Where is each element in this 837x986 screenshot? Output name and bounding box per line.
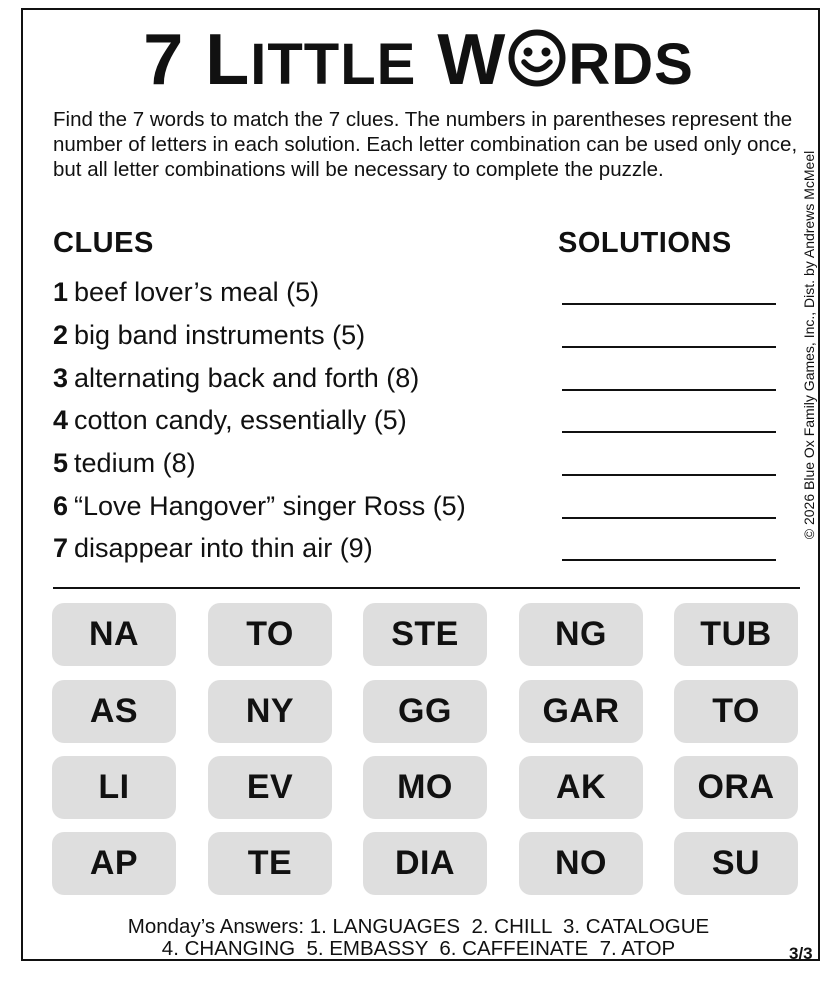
answers-line-1: Monday’s Answers: 1. LANGUAGES 2. CHILL 3. CATALOGUE: [127, 915, 710, 938]
solution-line-5[interactable]: [562, 474, 776, 476]
title-word2-initial: W: [437, 20, 507, 100]
letter-tile[interactable]: DIA: [363, 832, 487, 895]
letter-tile[interactable]: EV: [208, 756, 332, 819]
letter-tile[interactable]: NG: [519, 603, 643, 666]
letter-tile[interactable]: TE: [208, 832, 332, 895]
clue-number: 2: [53, 320, 69, 350]
letter-tile[interactable]: AP: [52, 832, 176, 895]
title-number: 7: [143, 20, 185, 100]
clue-number: 4: [53, 405, 69, 435]
section-divider: [53, 587, 800, 589]
smiley-face-icon: [507, 28, 567, 88]
clue-text: beef lover’s meal (5): [74, 277, 320, 307]
letter-tile[interactable]: NA: [52, 603, 176, 666]
clue-1: [53, 275, 319, 309]
clue-5: [53, 446, 196, 480]
clue-number: 3: [53, 363, 69, 393]
title-word1-initial: L: [205, 20, 251, 100]
clue-text: tedium (8): [74, 448, 196, 478]
letter-tile[interactable]: LI: [52, 756, 176, 819]
clue-number: 6: [53, 491, 69, 521]
clue-text: disappear into thin air (9): [74, 533, 373, 563]
letter-tile[interactable]: NY: [208, 680, 332, 743]
page-number: 3/3: [789, 944, 813, 963]
letter-tile[interactable]: NO: [519, 832, 643, 895]
copyright-text: © 2026 Blue Ox Family Games, Inc., Dist. by Andrews McMeel: [801, 150, 817, 540]
letter-tile[interactable]: AS: [52, 680, 176, 743]
letter-tile[interactable]: SU: [674, 832, 798, 895]
clue-6: [53, 489, 466, 523]
title-word2-rest: RDS: [568, 32, 694, 97]
clue-text: big band instruments (5): [74, 320, 366, 350]
solution-line-7[interactable]: [562, 559, 776, 561]
puzzle-title: [0, 20, 837, 105]
letter-tile[interactable]: MO: [363, 756, 487, 819]
letter-tile[interactable]: TUB: [674, 603, 798, 666]
clue-4: [53, 403, 407, 437]
clue-7: [53, 531, 373, 565]
letter-tile[interactable]: AK: [519, 756, 643, 819]
clues-header: CLUES: [53, 227, 154, 259]
letter-tile[interactable]: GAR: [519, 680, 643, 743]
clue-text: cotton candy, essentially (5): [74, 405, 407, 435]
letter-tile-grid: [52, 603, 800, 898]
clue-number: 5: [53, 448, 69, 478]
title-word1-rest: ITTLE: [250, 32, 417, 97]
solutions-header: SOLUTIONS: [558, 227, 732, 259]
letter-tile[interactable]: GG: [363, 680, 487, 743]
previous-answers: [0, 916, 837, 960]
letter-tile[interactable]: TO: [208, 603, 332, 666]
letter-tile[interactable]: TO: [674, 680, 798, 743]
clue-3: [53, 361, 419, 395]
clue-number: 7: [53, 533, 69, 563]
solution-line-1[interactable]: [562, 303, 776, 305]
solution-line-4[interactable]: [562, 431, 776, 433]
instructions-text: Find the 7 words to match the 7 clues. The numbers in parentheses represent the number of letters in each solution. Each letter combination can be used only once, but all letter combinations will be necessary to complete the puzzle.: [53, 108, 798, 181]
solution-line-6[interactable]: [562, 517, 776, 519]
clue-number: 1: [53, 277, 69, 307]
letter-tile[interactable]: ORA: [674, 756, 798, 819]
clue-text: “Love Hangover” singer Ross (5): [74, 491, 466, 521]
letter-tile[interactable]: STE: [363, 603, 487, 666]
solution-line-2[interactable]: [562, 346, 776, 348]
clue-text: alternating back and forth (8): [74, 363, 420, 393]
clue-2: [53, 318, 365, 352]
answers-line-2: 4. CHANGING 5. EMBASSY 6. CAFFEINATE 7. ATOP: [161, 937, 676, 960]
solution-line-3[interactable]: [562, 389, 776, 391]
